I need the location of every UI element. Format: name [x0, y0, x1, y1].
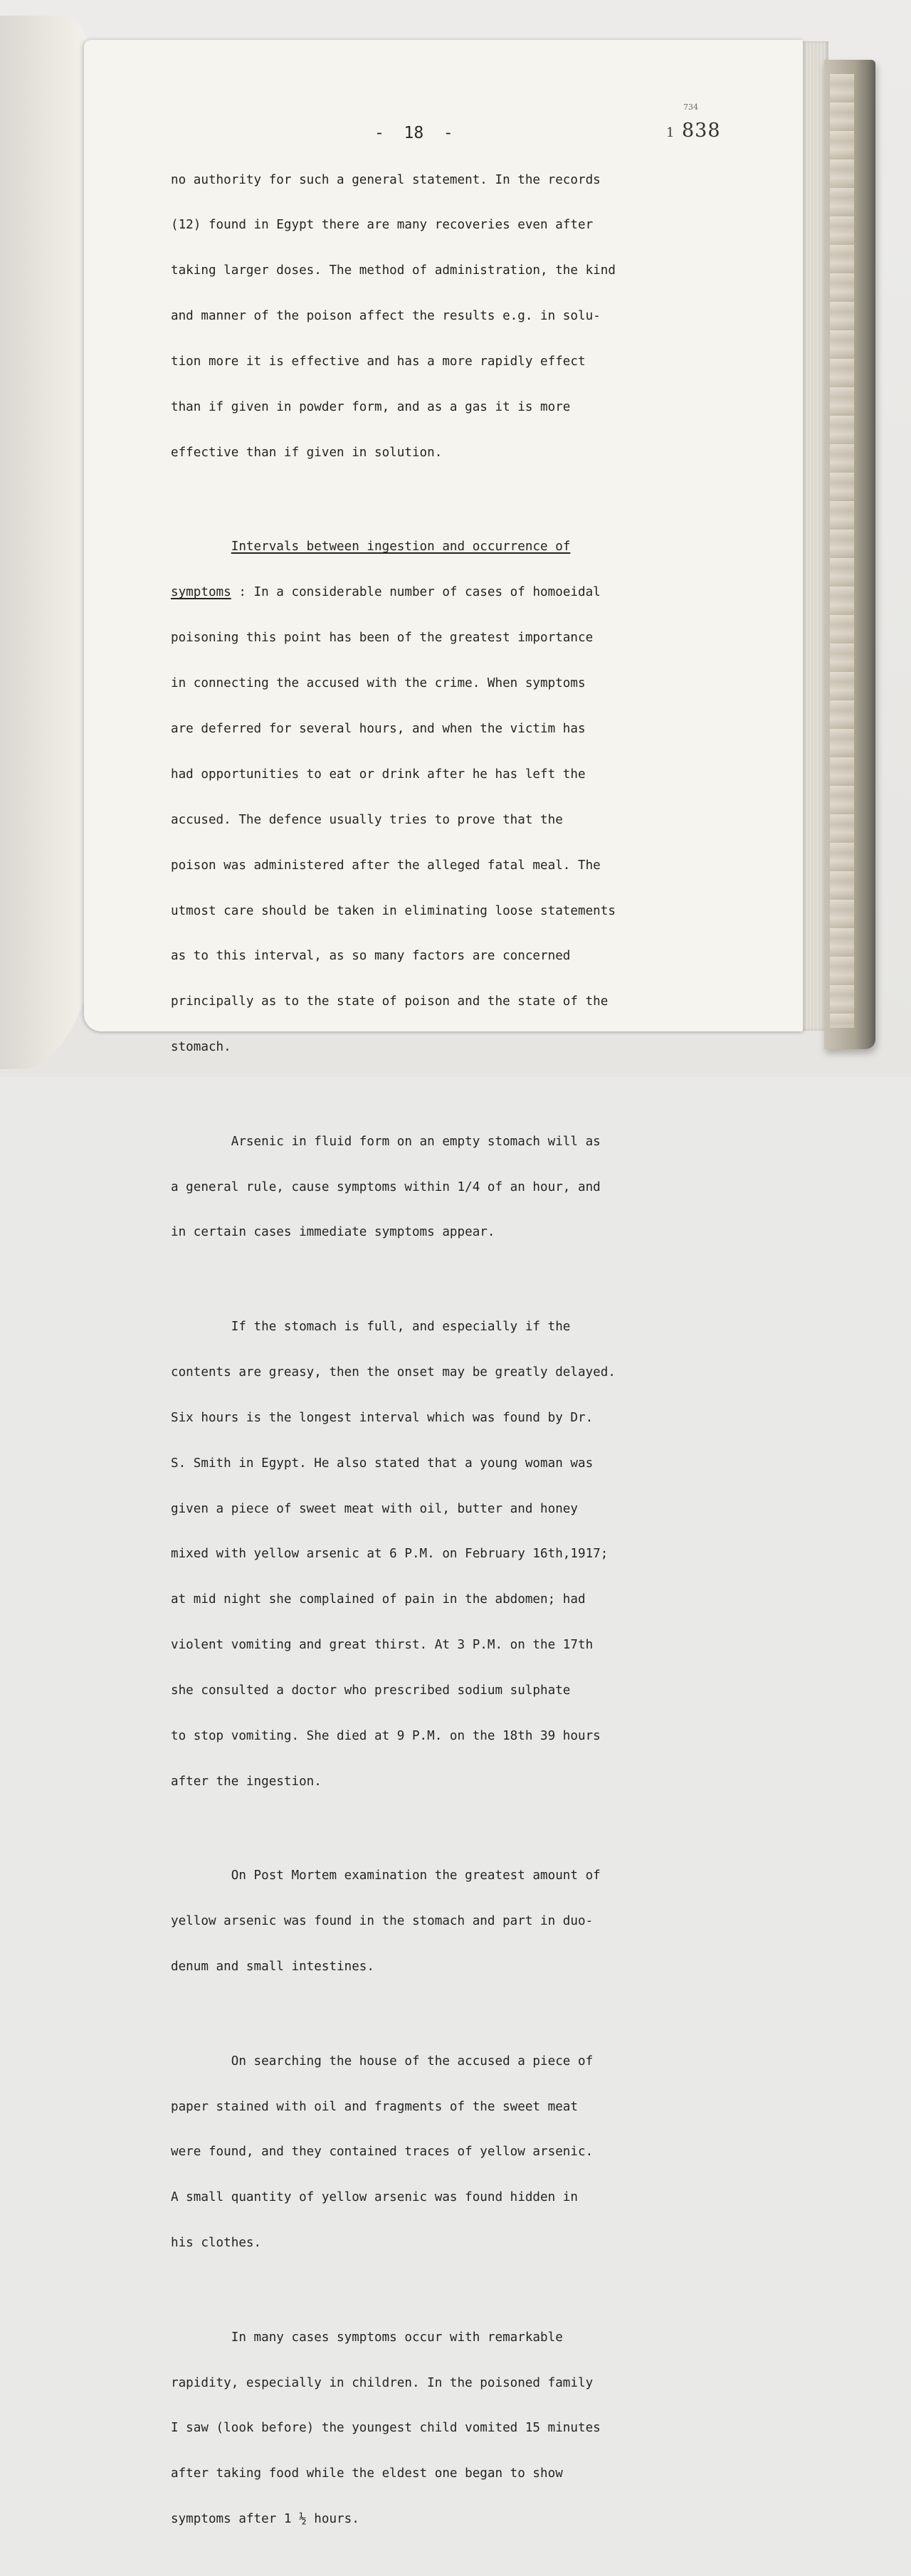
text-line: effective than if given in solution. [171, 445, 443, 460]
section-heading-line [171, 540, 719, 554]
text-line: his clothes. [171, 2236, 262, 2251]
text-line: utmost care should be taken in eliminating loose statements [171, 903, 616, 918]
text-line: (12) found in Egypt there are many recoveries even after [171, 218, 594, 233]
text-line: paper stained with oil and fragments of the sweet meat [171, 2099, 578, 2114]
text-line: given a piece of sweet meat with oil, butter and honey [171, 1501, 578, 1516]
text-line [171, 585, 719, 600]
paragraph-3 [171, 1104, 719, 1271]
text-line: at mid night she complained of pain in the abdomen; had [171, 1592, 586, 1607]
spine-wear [830, 74, 854, 1028]
text-line-rest: : In a considerable number of cases of homoeidal [231, 585, 601, 600]
typed-text-body [171, 142, 719, 2576]
text-line: to stop vomiting. She died at 9 P.M. on the 18th 39 hours [171, 1728, 601, 1743]
text-line: yellow arsenic was found in the stomach and part in duo- [171, 1914, 594, 1929]
text-line: symptoms after 1 ½ hours. [171, 2512, 359, 2527]
text-line: no authority for such a general statement. In the records [171, 172, 601, 187]
text-line: poison was administered after the alleged fatal meal. The [171, 858, 601, 873]
text-line: a general rule, cause symptoms within 1/4 of an hour, and [171, 1179, 601, 1194]
text-line: after the ingestion. [171, 1774, 322, 1789]
pencil-folio-number: 734 [683, 102, 698, 112]
section-heading-continued: symptoms [171, 585, 231, 600]
text-line: poisoning this point has been of the greatest importance [171, 631, 594, 646]
book-cover-spine [824, 60, 875, 1049]
paragraph-7 [171, 2300, 719, 2557]
text-line: If the stomach is full, and especially if the [171, 1319, 571, 1334]
text-line: Arsenic in fluid form on an empty stomach will as [171, 1134, 601, 1149]
text-line: A small quantity of yellow arsenic was found hidden in [171, 2190, 578, 2205]
paragraph-2 [171, 510, 719, 1085]
text-line: stomach. [171, 1040, 231, 1055]
text-line: On searching the house of the accused a piece of [171, 2054, 594, 2068]
text-line: rapidity, especially in children. In the poisoned family [171, 2375, 594, 2390]
text-line: and manner of the poison affect the results e.g. in solu- [171, 309, 601, 324]
paragraph-5 [171, 1839, 719, 2005]
text-line: than if given in powder form, and as a gas it is more [171, 400, 571, 415]
document-page [84, 40, 803, 2527]
text-line: I saw (look before) the youngest child vomited 15 minutes [171, 2421, 601, 2436]
text-line: she consulted a doctor who prescribed sodium sulphate [171, 1683, 571, 1698]
text-line: had opportunities to eat or drink after he has left the [171, 767, 586, 782]
text-line: are deferred for several hours, and when the victim has [171, 721, 586, 736]
text-line: taking larger doses. The method of administration, the kind [171, 263, 616, 278]
page-number: - 18 - [374, 124, 453, 142]
paragraph-4 [171, 1289, 719, 1819]
text-line: accused. The defence usually tries to prove that the [171, 812, 563, 827]
text-line: Six hours is the longest interval which was found by Dr. [171, 1410, 594, 1425]
text-line: In many cases symptoms occur with remarkable [171, 2330, 563, 2345]
text-line: after taking food while the eldest one began to show [171, 2466, 563, 2481]
text-line: S. Smith in Egypt. He also stated that a young woman was [171, 1456, 594, 1471]
text-line: violent vomiting and great thirst. At 3 P.M. on the 17th [171, 1638, 594, 1653]
text-line: contents are greasy, then the onset may be greatly delayed. [171, 1365, 616, 1379]
paragraph-1 [171, 142, 719, 491]
section-heading: Intervals between ingestion and occurrence of [231, 540, 571, 554]
text-line: On Post Mortem examination the greatest amount of [171, 1868, 601, 1883]
text-line: in certain cases immediate symptoms appear. [171, 1225, 495, 1240]
paragraph-6 [171, 2024, 719, 2281]
stamped-folio-number: 838 [682, 120, 721, 142]
stamp-mark: 1 [666, 125, 675, 140]
text-line: as to this interval, as so many factors are concerned [171, 949, 571, 964]
text-line: principally as to the state of poison and the state of the [171, 994, 609, 1009]
text-line: in connecting the accused with the crime. When symptoms [171, 676, 586, 691]
text-line: denum and small intestines. [171, 1960, 374, 1975]
text-line: tion more it is effective and has a more rapidly effect [171, 354, 586, 369]
text-line: were found, and they contained traces of yellow arsenic. [171, 2145, 594, 2160]
text-line: mixed with yellow arsenic at 6 P.M. on February 16th,1917; [171, 1547, 609, 1562]
